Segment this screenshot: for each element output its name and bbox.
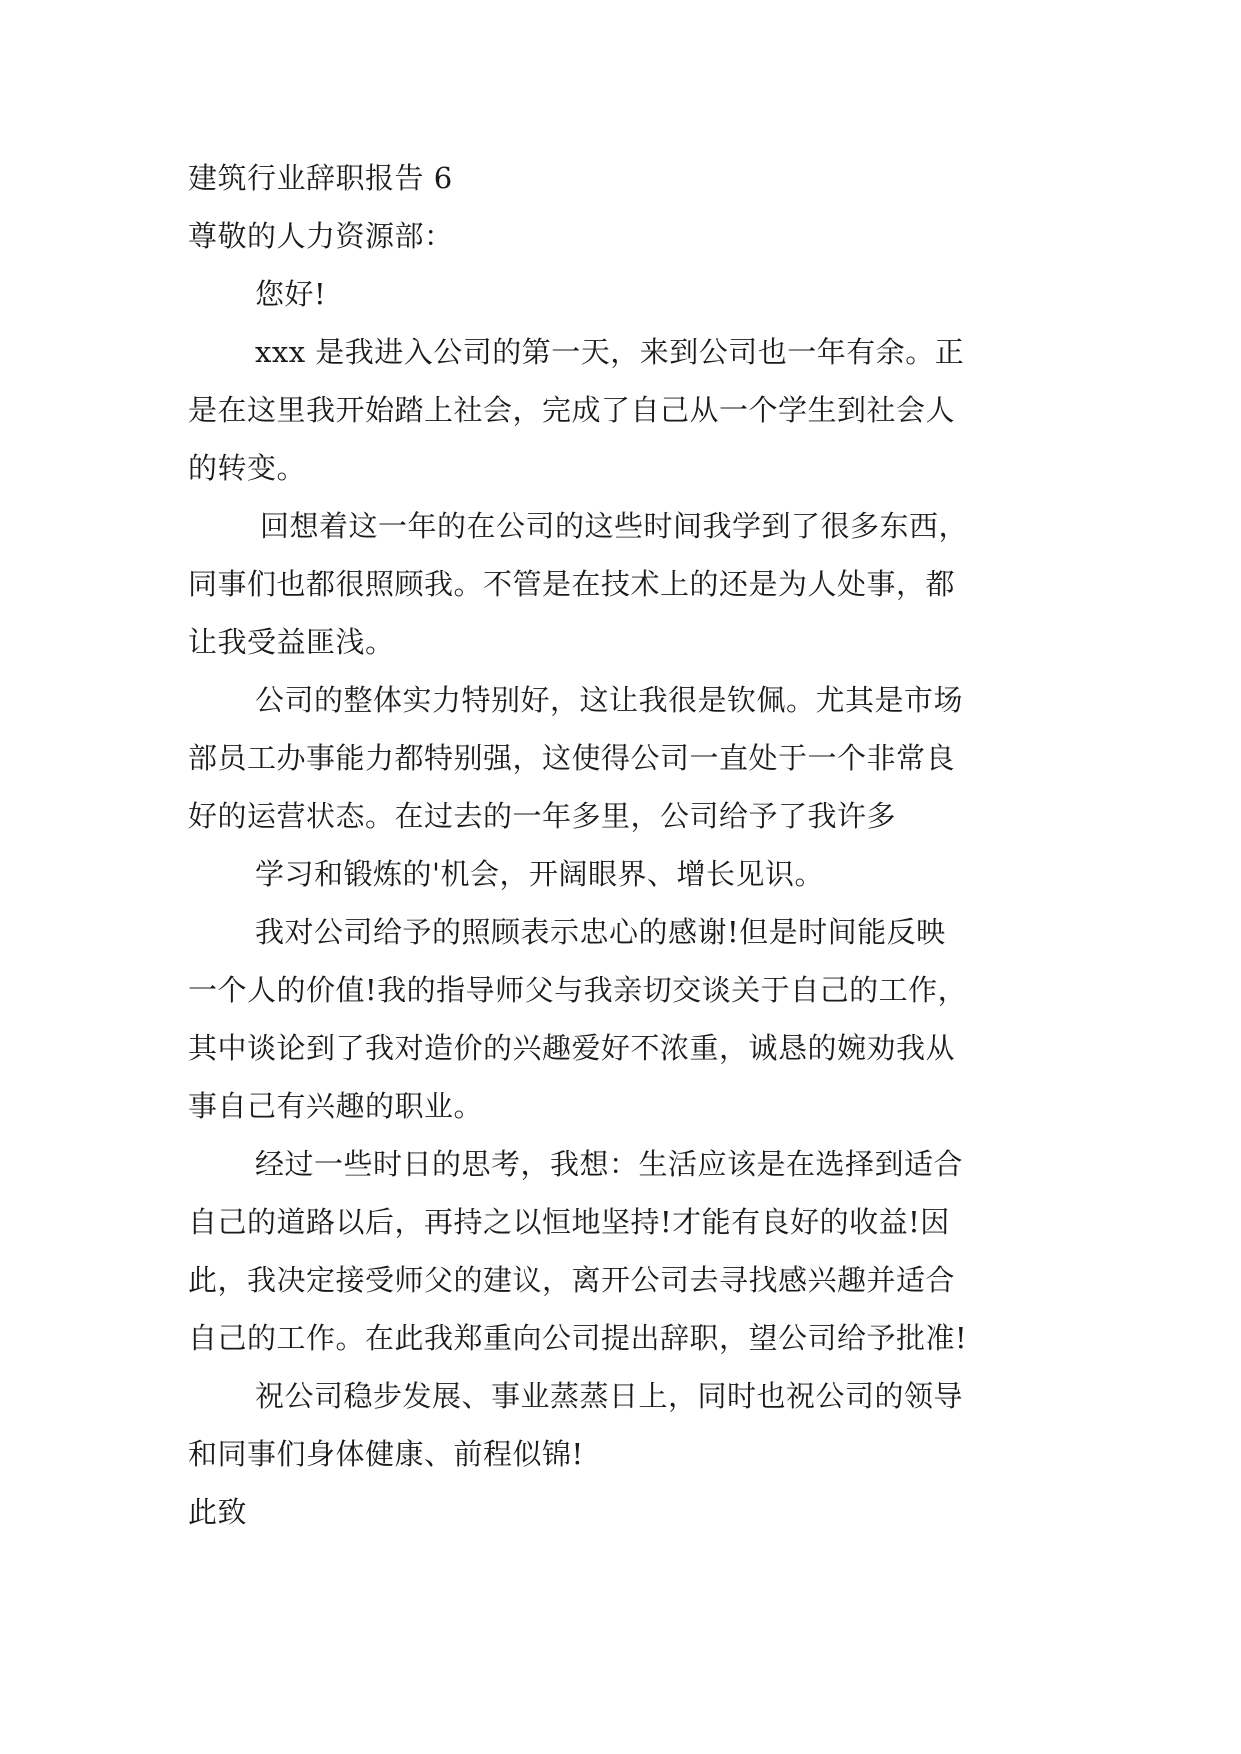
paragraph-line: 的转变。	[188, 451, 307, 485]
closing: 此致	[188, 1495, 248, 1529]
paragraph-3	[188, 671, 1058, 845]
paragraph-line: 让我受益匪浅。	[188, 625, 395, 659]
paragraph-line: 学习和锻炼的'机会，开阔眼界、增长见识。	[255, 857, 824, 891]
salutation: 尊敬的人力资源部：	[188, 219, 454, 253]
paragraph-line: 祝公司稳步发展、事业蒸蒸日上，同时也祝公司的领导	[255, 1379, 964, 1413]
paragraph-6	[188, 1135, 1058, 1367]
paragraph-2	[188, 497, 1058, 671]
paragraph-5	[188, 903, 1058, 1135]
paragraph-1	[188, 323, 1058, 497]
paragraph-line: 部员工办事能力都特别强，这使得公司一直处于一个非常良	[188, 741, 956, 775]
paragraph-line: 我对公司给予的照顾表示忠心的感谢!但是时间能反映	[255, 915, 946, 949]
paragraph-line: 回想着这一年的在公司的这些时间我学到了很多东西，	[260, 509, 969, 543]
paragraph-4	[188, 845, 1058, 903]
document-title: 建筑行业辞职报告 6	[188, 161, 453, 195]
paragraph-line: 经过一些时日的思考，我想：生活应该是在选择到适合	[255, 1147, 964, 1181]
paragraph-line: 一个人的价值!我的指导师父与我亲切交谈关于自己的工作，	[188, 973, 968, 1007]
paragraph-line: 事自己有兴趣的职业。	[188, 1089, 484, 1123]
paragraph-line: 好的运营状态。在过去的一年多里，公司给予了我许多	[188, 799, 897, 833]
paragraph-7	[188, 1367, 1058, 1483]
paragraph-line: 是在这里我开始踏上社会，完成了自己从一个学生到社会人	[188, 393, 956, 427]
paragraph-line: 其中谈论到了我对造价的兴趣爱好不浓重，诚恳的婉劝我从	[188, 1031, 956, 1065]
paragraph-line: xxx 是我进入公司的第一天，来到公司也一年有余。正	[255, 335, 965, 369]
greeting: 您好!	[255, 277, 327, 311]
paragraph-line: 自己的工作。在此我郑重向公司提出辞职，望公司给予批准!	[188, 1321, 968, 1355]
paragraph-line: 和同事们身体健康、前程似锦!	[188, 1437, 584, 1471]
paragraph-line: 自己的道路以后，再持之以恒地坚持!才能有良好的收益!因	[188, 1205, 950, 1239]
paragraph-line: 同事们也都很照顾我。不管是在技术上的还是为人处事，都	[188, 567, 956, 601]
paragraph-line: 公司的整体实力特别好，这让我很是钦佩。尤其是市场	[255, 683, 964, 717]
document-body	[188, 149, 1058, 1541]
paragraph-line: 此，我决定接受师父的建议，离开公司去寻找感兴趣并适合	[188, 1263, 956, 1297]
